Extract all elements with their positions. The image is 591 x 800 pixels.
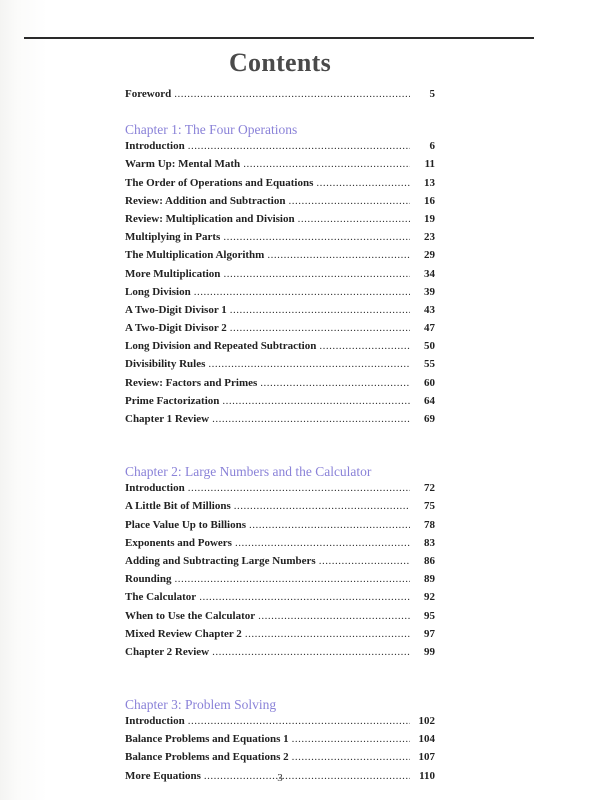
dot-leader (298, 213, 410, 225)
toc-entry-label: Long Division (125, 285, 191, 298)
toc-entry-page: 78 (424, 518, 435, 531)
dot-leader (267, 249, 410, 261)
dot-leader (258, 610, 410, 622)
toc-entry[interactable] (125, 231, 435, 249)
toc-entry-page: 34 (424, 267, 435, 280)
toc-entry[interactable] (125, 519, 435, 537)
toc-entry[interactable] (125, 482, 435, 500)
toc-entry-label: Balance Problems and Equations 2 (125, 751, 289, 764)
toc-entry[interactable] (125, 358, 435, 376)
toc-entry[interactable] (125, 555, 435, 573)
toc-entry-label: Warm Up: Mental Math (125, 158, 241, 171)
toc-entry-page: 55 (424, 358, 435, 371)
toc-entry-label: Divisibility Rules (125, 358, 206, 371)
dot-leader (212, 646, 410, 658)
toc-entry[interactable] (125, 140, 435, 158)
toc-entry[interactable] (125, 177, 435, 195)
toc-entry-page: 23 (424, 231, 435, 244)
dot-leader (194, 286, 410, 298)
toc-entry-label: A Little Bit of Millions (125, 500, 231, 513)
toc-entry-label: Introduction (125, 140, 185, 153)
toc-entry-page: 60 (424, 376, 435, 389)
toc-entry-page: 86 (424, 554, 435, 567)
toc-entry-page: 75 (424, 500, 435, 513)
toc-entry[interactable] (125, 610, 435, 628)
toc-entry-page: 5 (429, 88, 435, 100)
section-spacer (125, 448, 435, 462)
toc-entry-page: 92 (424, 591, 435, 604)
toc-entry-label: Review: Multiplication and Division (125, 212, 295, 225)
dot-leader (316, 177, 410, 189)
toc-entry-label: The Multiplication Algorithm (125, 249, 265, 262)
chapter-heading[interactable]: Chapter 1: The Four Operations (125, 122, 298, 138)
toc-entry[interactable] (125, 500, 435, 518)
toc-entry-label: Foreword (125, 88, 172, 100)
toc-entry[interactable] (125, 413, 435, 431)
dot-leader (234, 500, 410, 512)
dot-leader (235, 537, 410, 549)
dot-leader (292, 751, 410, 763)
chapter-heading[interactable]: Chapter 2: Large Numbers and the Calculator (125, 464, 372, 480)
toc-entry[interactable] (125, 322, 435, 340)
table-of-contents (125, 88, 435, 788)
toc-entry[interactable] (125, 395, 435, 413)
toc-entry-label: Balance Problems and Equations 1 (125, 733, 289, 746)
dot-leader (230, 322, 410, 334)
toc-entry-label: Adding and Subtracting Large Numbers (125, 554, 316, 567)
toc-entry-page: 11 (424, 158, 435, 171)
toc-entry-page: 104 (418, 733, 435, 746)
toc-entry[interactable] (125, 377, 435, 395)
toc-entry-label: Place Value Up to Billions (125, 518, 247, 531)
toc-entry[interactable] (125, 628, 435, 646)
page-number: 3 (277, 772, 283, 784)
dot-leader (223, 268, 410, 280)
dot-leader (223, 231, 410, 243)
toc-entry-page: 110 (419, 769, 435, 782)
section-spacer (125, 431, 435, 448)
toc-entry-page: 13 (424, 176, 435, 189)
chapter-heading[interactable]: Chapter 3: Problem Solving (125, 697, 277, 713)
page-title: Contents (228, 48, 332, 77)
toc-entry-page: 89 (424, 573, 435, 586)
dot-leader (260, 377, 410, 389)
toc-entry-page: 6 (429, 140, 435, 153)
toc-entry-label: Introduction (125, 715, 185, 728)
toc-entry[interactable] (125, 304, 435, 322)
toc-entry-page: 39 (424, 285, 435, 298)
dot-leader (319, 555, 410, 567)
section-spacer (125, 681, 435, 695)
section-spacer (125, 106, 435, 120)
toc-entry-label: Mixed Review Chapter 2 (125, 627, 242, 640)
toc-entry-page: 102 (418, 715, 435, 728)
toc-entry[interactable] (125, 573, 435, 591)
toc-entry-page: 99 (424, 645, 435, 658)
dot-leader (188, 715, 410, 727)
toc-entry[interactable] (125, 537, 435, 555)
toc-entry-label: The Order of Operations and Equations (125, 176, 314, 189)
dot-leader (222, 395, 410, 407)
toc-entry-foreword[interactable] (125, 88, 435, 106)
toc-entry-page: 16 (424, 194, 435, 207)
dot-leader (199, 591, 410, 603)
dot-leader (230, 304, 410, 316)
toc-entry-label: More Equations (125, 769, 201, 782)
toc-entry-label: Long Division and Repeated Subtraction (125, 340, 317, 353)
toc-entry-label: Prime Factorization (125, 394, 220, 407)
top-rule (24, 37, 534, 39)
toc-entry[interactable] (125, 646, 435, 664)
toc-entry[interactable] (125, 591, 435, 609)
toc-entry-label: Introduction (125, 482, 185, 495)
dot-leader (174, 573, 410, 585)
dot-leader (288, 195, 410, 207)
toc-entry-label: Chapter 2 Review (125, 645, 210, 658)
dot-leader (174, 88, 410, 100)
toc-entry[interactable] (125, 715, 435, 733)
toc-entry-label: Exponents and Powers (125, 536, 232, 549)
toc-entry-page: 95 (424, 609, 435, 622)
toc-entry[interactable] (125, 268, 435, 286)
section-spacer (125, 664, 435, 681)
toc-entry[interactable] (125, 249, 435, 267)
toc-entry-page: 83 (424, 536, 435, 549)
toc-entry[interactable] (125, 340, 435, 358)
dot-leader (243, 158, 410, 170)
toc-entry-label: Review: Factors and Primes (125, 376, 258, 389)
toc-entry-page: 107 (418, 751, 435, 764)
toc-entry-page: 72 (424, 482, 435, 495)
dot-leader (188, 482, 410, 494)
toc-entry[interactable] (125, 213, 435, 231)
toc-entry[interactable] (125, 751, 435, 769)
dot-leader (245, 628, 410, 640)
toc-entry-label: Chapter 1 Review (125, 413, 210, 425)
toc-entry[interactable] (125, 195, 435, 213)
toc-entry[interactable] (125, 158, 435, 176)
toc-entry[interactable] (125, 286, 435, 304)
toc-entry-label: The Calculator (125, 591, 197, 604)
toc-entry-label: More Multiplication (125, 267, 221, 280)
toc-entry[interactable] (125, 733, 435, 751)
chapters-container (125, 106, 435, 788)
toc-entry-label: When to Use the Calculator (125, 609, 256, 622)
toc-entry-page: 19 (424, 212, 435, 225)
toc-entry-page: 69 (424, 413, 435, 425)
toc-entry-label: A Two-Digit Divisor 2 (125, 322, 227, 335)
toc-entry-page: 47 (424, 322, 435, 335)
toc-entry-label: A Two-Digit Divisor 1 (125, 303, 227, 316)
dot-leader (319, 340, 410, 352)
toc-entry-label: Rounding (125, 573, 172, 586)
dot-leader (292, 733, 410, 745)
dot-leader (208, 358, 410, 370)
toc-entry-page: 43 (424, 303, 435, 316)
toc-entry-page: 64 (424, 394, 435, 407)
dot-leader (212, 413, 410, 425)
toc-entry-label: Multiplying in Parts (125, 231, 221, 244)
toc-entry-page: 97 (424, 627, 435, 640)
dot-leader (249, 519, 410, 531)
toc-entry-page: 50 (424, 340, 435, 353)
dot-leader (188, 140, 410, 152)
toc-entry-label: Review: Addition and Subtraction (125, 194, 286, 207)
toc-entry-page: 29 (424, 249, 435, 262)
